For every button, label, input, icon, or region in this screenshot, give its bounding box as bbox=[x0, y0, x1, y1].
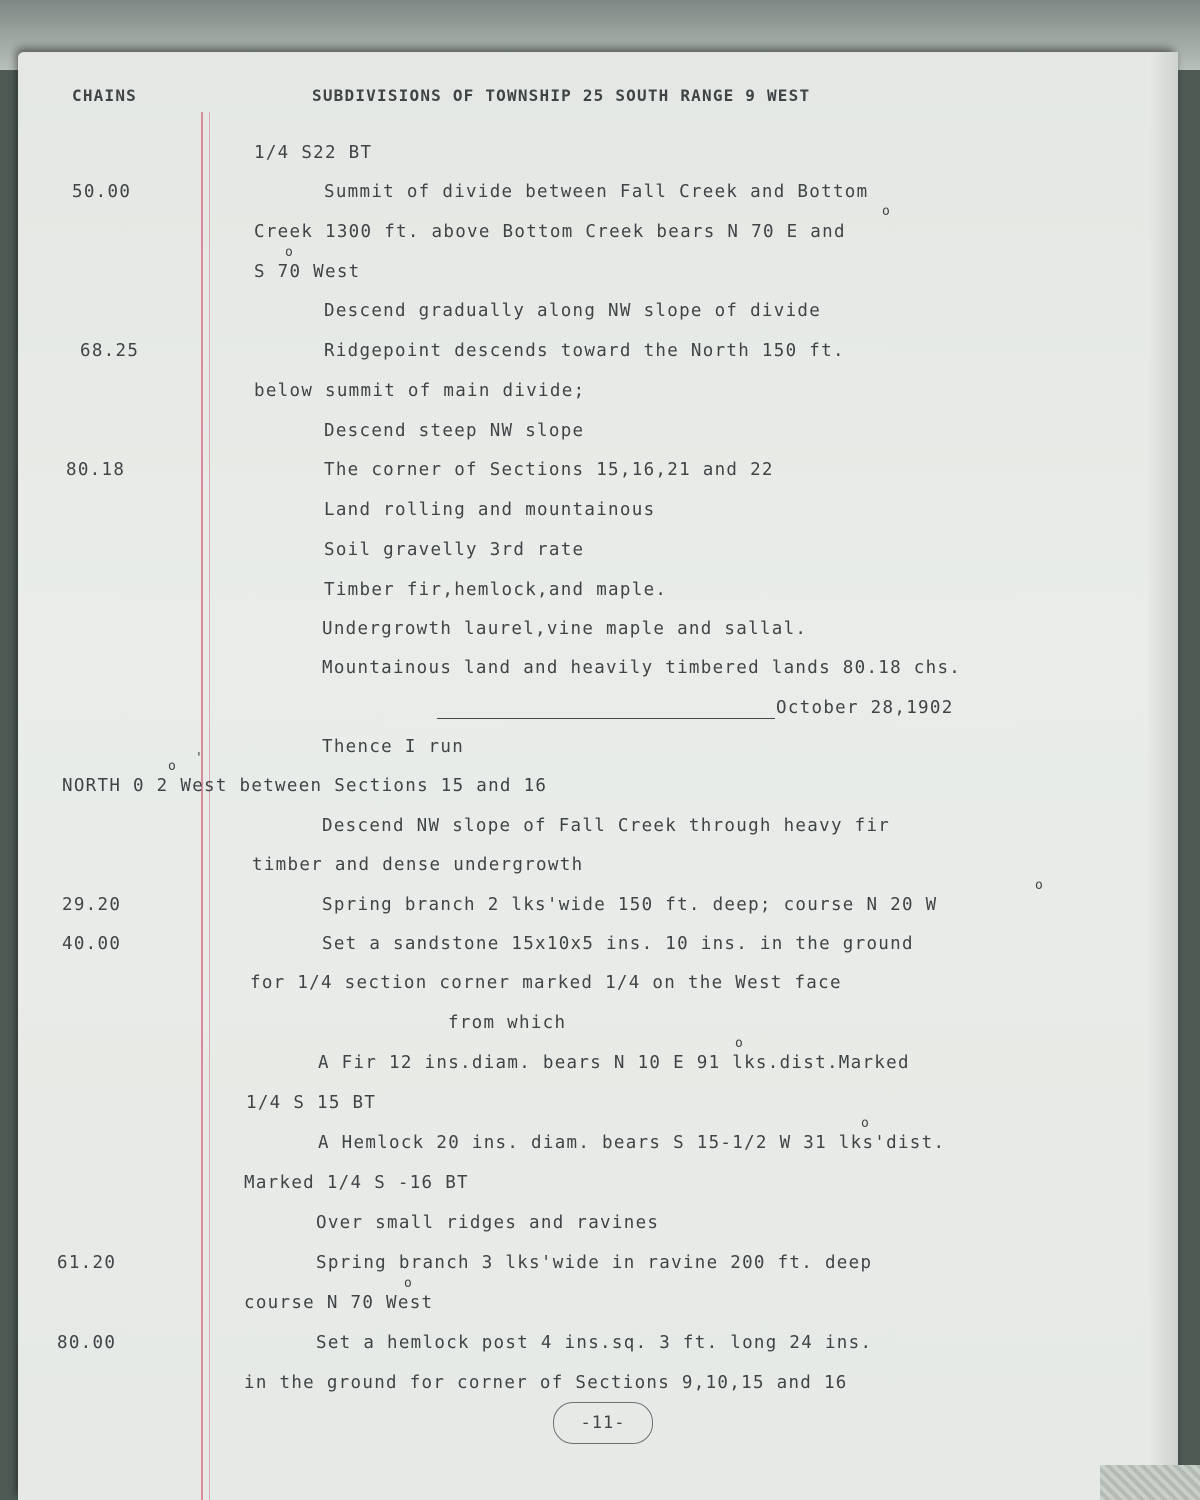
text-line: Undergrowth laurel,vine maple and sallal. bbox=[322, 619, 808, 639]
degree-mark: o bbox=[285, 245, 293, 260]
text-line: Soil gravelly 3rd rate bbox=[324, 540, 585, 560]
text-line: timber and dense undergrowth bbox=[252, 855, 584, 875]
text-line: S 70 West bbox=[254, 262, 361, 282]
course-heading: NORTH 0 2 West between Sections 15 and 16 bbox=[62, 776, 548, 796]
text-line: 1/4 S22 BT bbox=[254, 143, 373, 163]
page-corner bbox=[1100, 1465, 1200, 1500]
sheet-edge-shadow bbox=[1148, 52, 1178, 1500]
degree-mark: o bbox=[404, 1276, 412, 1291]
text-line: Set a sandstone 15x10x5 ins. 10 ins. in the ground bbox=[322, 934, 914, 954]
text-line: Mountainous land and heavily timbered lands 80.18 chs. bbox=[322, 658, 962, 678]
chains-column-header: CHAINS bbox=[72, 86, 137, 105]
page-number: -11- bbox=[553, 1402, 653, 1444]
chain-value: 80.00 bbox=[57, 1333, 117, 1353]
text-line: Land rolling and mountainous bbox=[324, 500, 656, 520]
text-line: Descend NW slope of Fall Creek through heavy fir bbox=[322, 816, 891, 836]
text-line: Spring branch 3 lks'wide in ravine 200 ft. deep bbox=[316, 1253, 873, 1273]
text-line: Thence I run bbox=[322, 737, 465, 757]
chain-value: 50.00 bbox=[72, 182, 132, 202]
chain-value: 29.20 bbox=[62, 895, 122, 915]
text-line: Timber fir,hemlock,and maple. bbox=[324, 580, 668, 600]
text-line: below summit of main divide; bbox=[254, 381, 586, 401]
text-line: Creek 1300 ft. above Bottom Creek bears N 70 E and bbox=[254, 222, 846, 242]
chain-value: 80.18 bbox=[66, 460, 126, 480]
degree-mark: o bbox=[1035, 878, 1043, 893]
text-line: A Hemlock 20 ins. diam. bears S 15-1/2 W 31 lks'dist. bbox=[318, 1133, 946, 1153]
signature-rule bbox=[437, 718, 775, 719]
text-line: from which bbox=[448, 1013, 567, 1033]
text-line: Descend steep NW slope bbox=[324, 421, 585, 441]
margin-rule bbox=[201, 112, 203, 1500]
text-line: 1/4 S 15 BT bbox=[246, 1093, 377, 1113]
survey-date: October 28,1902 bbox=[776, 698, 954, 718]
degree-mark: o bbox=[882, 204, 890, 219]
chain-value: 61.20 bbox=[57, 1253, 117, 1273]
degree-mark: o bbox=[861, 1116, 869, 1131]
text-line: course N 70 West bbox=[244, 1293, 434, 1313]
degree-mark: o bbox=[735, 1036, 743, 1051]
degree-mark: o bbox=[168, 759, 176, 774]
text-line: Set a hemlock post 4 ins.sq. 3 ft. long 24 ins. bbox=[316, 1333, 873, 1353]
chain-value: 68.25 bbox=[80, 341, 140, 361]
text-line: The corner of Sections 15,16,21 and 22 bbox=[324, 460, 774, 480]
document-title: SUBDIVISIONS OF TOWNSHIP 25 SOUTH RANGE 9 WEST bbox=[312, 86, 811, 105]
text-line: Marked 1/4 S -16 BT bbox=[244, 1173, 469, 1193]
text-line: for 1/4 section corner marked 1/4 on the West face bbox=[250, 973, 842, 993]
margin-rule-inner bbox=[209, 112, 210, 1500]
chain-value: 40.00 bbox=[62, 934, 122, 954]
text-line: Spring branch 2 lks'wide 150 ft. deep; course N 20 W bbox=[322, 895, 938, 915]
text-line: Descend gradually along NW slope of divide bbox=[324, 301, 822, 321]
text-line: A Fir 12 ins.diam. bears N 10 E 91 lks.dist.Marked bbox=[318, 1053, 910, 1073]
minute-mark: ' bbox=[195, 751, 203, 766]
text-line: Summit of divide between Fall Creek and Bottom bbox=[324, 182, 869, 202]
text-line: Over small ridges and ravines bbox=[316, 1213, 660, 1233]
text-line: Ridgepoint descends toward the North 150 ft. bbox=[324, 341, 845, 361]
text-line: in the ground for corner of Sections 9,10,15 and 16 bbox=[244, 1373, 848, 1393]
